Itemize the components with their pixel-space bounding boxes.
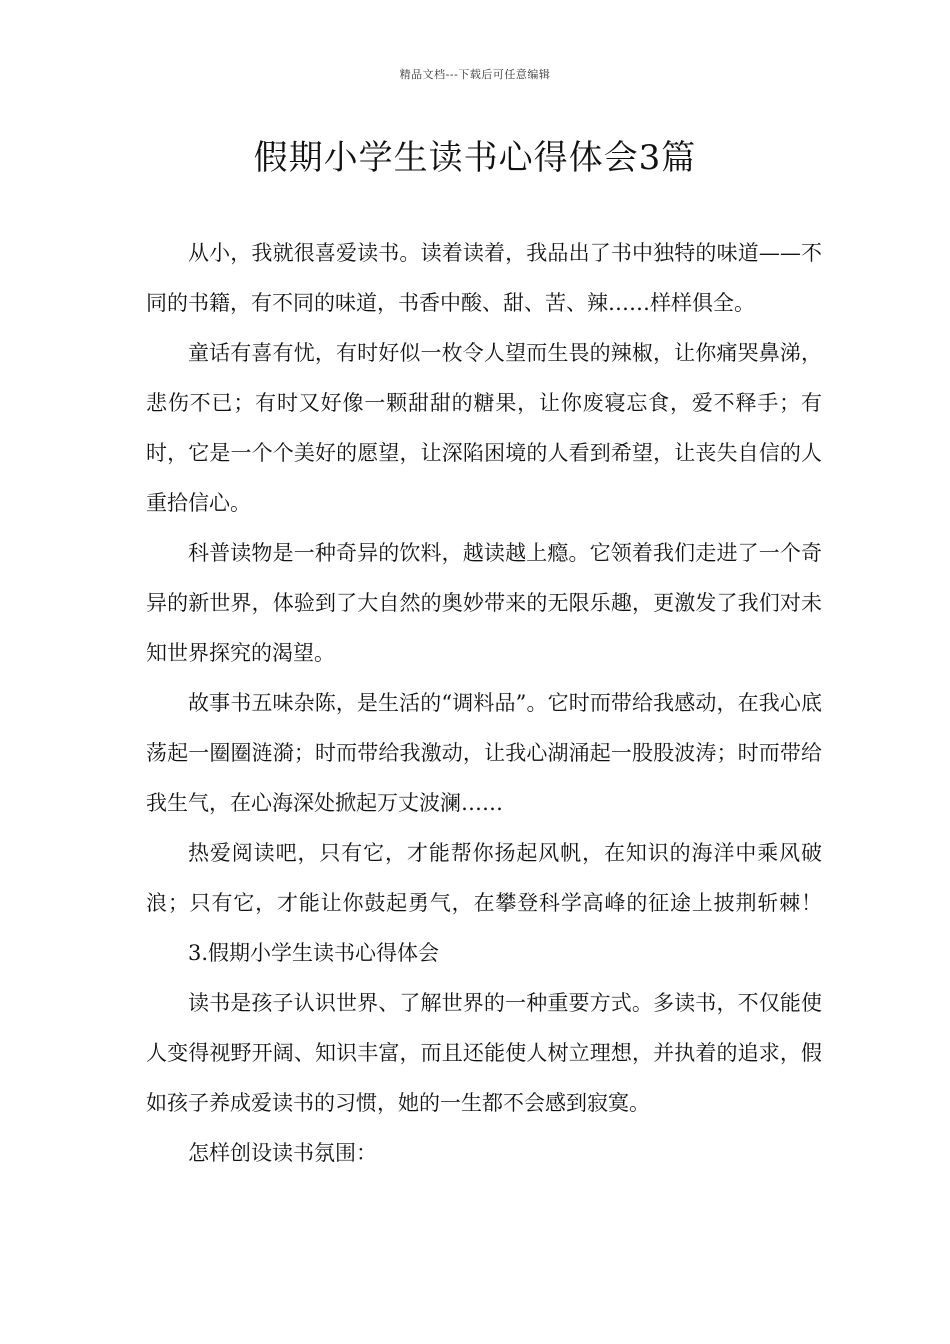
paragraph-1: 从小，我就很喜爱读书。读着读着，我品出了书中独特的味道——不同的书籍，有不同的味道，书香中酸、甜、苦、辣……样样俱全。 [146,241,822,315]
paragraph-6: 读书是孩子认识世界、了解世界的一种重要方式。多读书，不仅能使人变得视野开阔、知识丰富，而且还能使人树立理想，并执着的追求，假如孩子养成爱读书的习惯，她的一生都不会感到寂寞。 [146,991,822,1115]
document-body [146,228,822,1178]
page-header: 精品文档---下载后可任意编辑 [399,68,551,81]
paragraph-5 [146,828,822,978]
paragraph-7: 怎样创设读书氛围： [188,1141,377,1165]
paragraph-2: 童话有喜有忧，有时好似一枚令人望而生畏的辣椒，让你痛哭鼻涕，悲伤不已；有时又好像一颗甜甜的糖果，让你废寝忘食，爱不释手；有时，它是一个个美好的愿望，让深陷困境的人看到希望，让丧失自信的人重拾信心。 [146,341,822,515]
paragraph-3: 科普读物是一种奇异的饮料，越读越上瘾。它领着我们走进了一个奇异的新世界，体验到了大自然的奥妙带来的无限乐趣，更激发了我们对未知世界探究的渴望。 [146,541,822,665]
document-title: 假期小学生读书心得体会3篇 [253,138,697,178]
paragraph-5-text: 热爱阅读吧，只有它，才能帮你扬起风帆，在知识的海洋中乘风破浪；只有它，才能让你鼓起勇气，在攀登科学高峰的征途上披荆斩棘！ [146,841,822,915]
paragraph-4: 故事书五味杂陈，是生活的“调料品”。它时而带给我感动，在我心底荡起一圈圈涟漪；时而带给我激动，让我心湖涌起一股股波涛；时而带给我生气，在心海深处掀起万丈波澜…… [146,691,822,815]
section-heading: 3.假期小学生读书心得体会 [188,941,440,965]
